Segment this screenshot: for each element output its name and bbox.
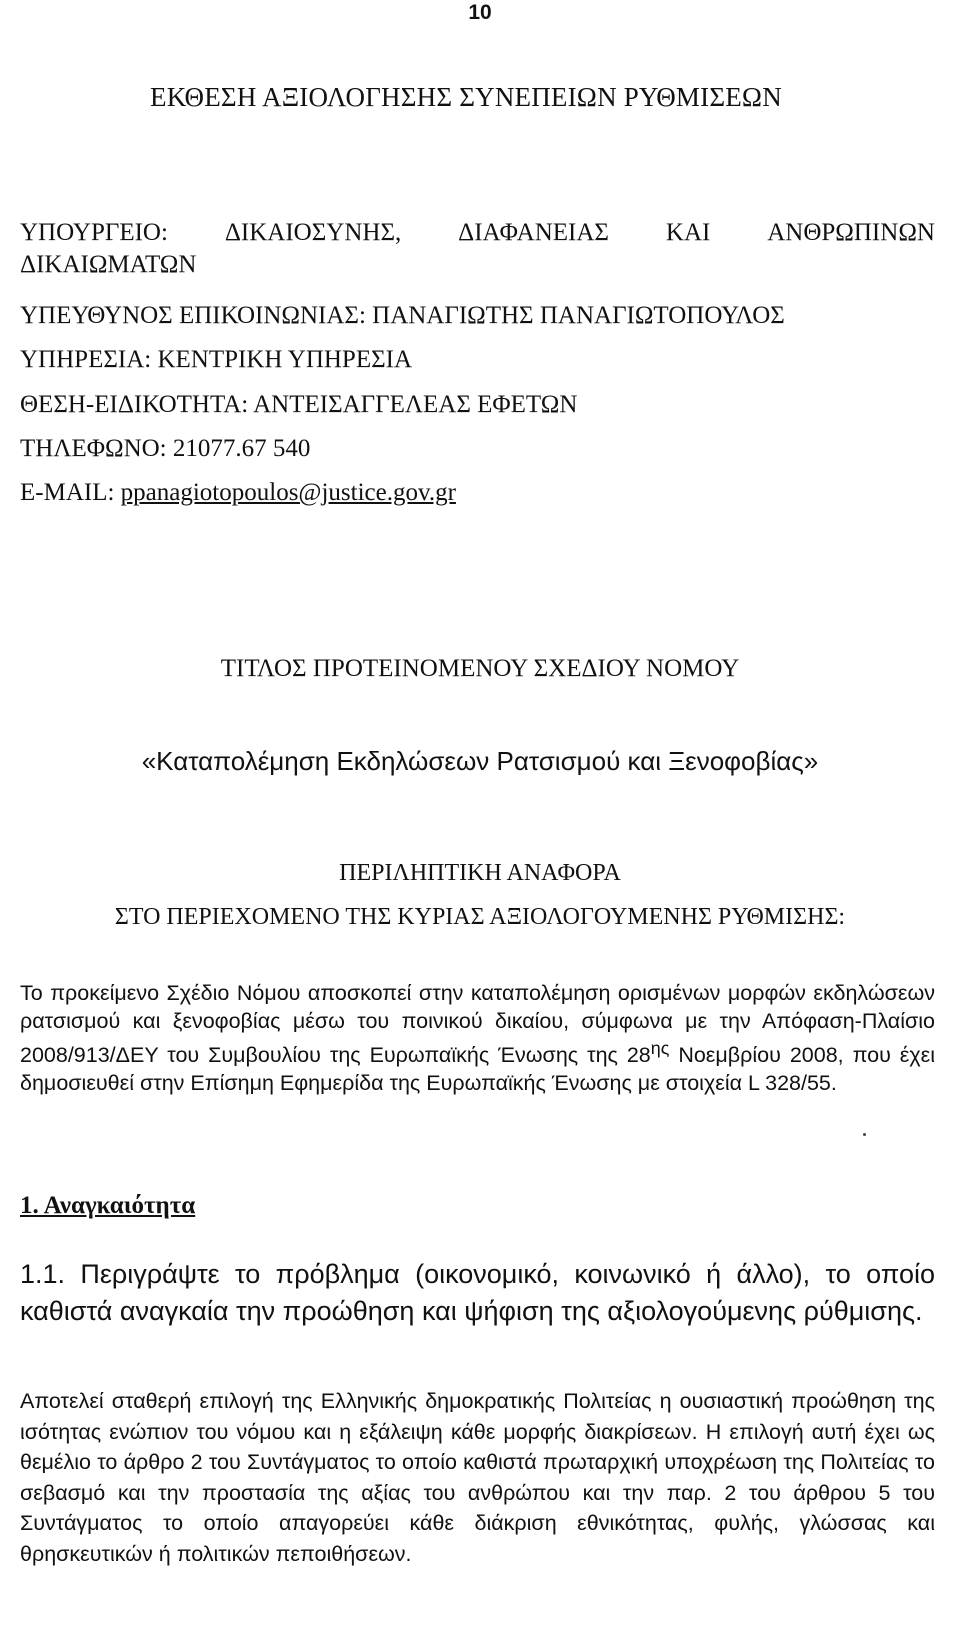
question-1-1: 1.1. Περιγράψτε το πρόβλημα (οικονομικό, κοινωνικό ή άλλο), το οποίο καθιστά αναγκαία την προώθηση και ψήφιση της αξιολογούμενης ρύθμισης.	[20, 1259, 935, 1326]
ministry-block	[20, 217, 935, 281]
summary-text-part-1: Το προκείμενο Σχέδιο Νόμου αποσκοπεί στην καταπολέμηση ορισμένων μορφών εκδηλώσεων ρατσισμού και ξενοφοβίας μέσω του ποινικού δικαίου, σύμφωνα με την Απόφαση-Πλαίσιο 2008/913/ΔΕΥ του Συμβουλίου της Ευρωπαϊκής Ένωσης της 28	[20, 981, 935, 1068]
ministry-line-2: ΔΙΚΑΙΩΜΑΤΩΝ	[20, 251, 197, 278]
stray-dot	[863, 1133, 866, 1136]
ministry-label: ΥΠΟΥΡΓΕΙΟ:	[20, 219, 168, 246]
email-label: E-MAIL:	[20, 479, 115, 506]
ministry-word-4: ΑΝΘΡΩΠΙΝΩΝ	[767, 219, 935, 246]
answer-paragraph: Αποτελεί σταθερή επιλογή της Ελληνικής δημοκρατικής Πολιτείας η ουσιαστική προώθηση της ισότητας ενώπιον του νόμου και η εξάλειψη κάθε μορφής διακρίσεων. Η επιλογή αυτή έχει ως θεμέλιο το άρθρο 2 του Συντάγματος το οποίο καθιστά πρωταρχική υποχρέωση της Πολιτείας το σεβασμό και την προστασία της αξίας του ανθρώπου και την παρ. 2 του άρθρου 5 του Συντάγματος το οποίο απαγορεύει κάθε διάκριση εθνικότητας, φυλής, γλώσσας και θρησκευτικών ή πολιτικών πεποιθήσεων.	[20, 1389, 935, 1566]
ministry-word-1: ΔΙΚΑΙΟΣΥΝΗΣ,	[224, 219, 402, 246]
service-line: ΥΠΗΡΕΣΙΑ: ΚΕΝΤΡΙΚΗ ΥΠΗΡΕΣΙΑ	[20, 346, 413, 373]
bill-heading: ΤΙΤΛΟΣ ΠΡΟΤΕΙΝΟΜΕΝΟΥ ΣΧΕΔΙΟΥ ΝΟΜΟΥ	[220, 655, 740, 682]
page-number: 10	[468, 1, 492, 24]
section-heading: 1. Αναγκαιότητα	[20, 1192, 196, 1219]
ministry-line-1	[20, 217, 935, 249]
email-link[interactable]: ppanagiotopoulos@justice.gov.gr	[120, 479, 456, 506]
ministry-word-2: ΔΙΑΦΑΝΕΙΑΣ	[458, 219, 609, 246]
summary-heading-line-2: ΣΤΟ ΠΕΡΙΕΧΟΜΕΝΟ ΤΗΣ ΚΥΡΙΑΣ ΑΞΙΟΛΟΓΟΥΜΕΝΗΣ ΡΥΘΜΙΣΗΣ:	[114, 904, 846, 930]
summary-text-part-2: Νοεμβρίου 2008, που έχει δημοσιευθεί στην Επίσημη Εφημερίδα της Ευρωπαϊκής Ένωσης με στοιχεία L 328/55.	[20, 1043, 936, 1095]
summary-heading-line-1: ΠΕΡΙΛΗΠΤΙΚΗ ΑΝΑΦΟΡΑ	[339, 860, 621, 886]
phone-line: ΤΗΛΕΦΩΝΟ: 21077.67 540	[20, 435, 311, 462]
summary-paragraph	[20, 980, 935, 1097]
ministry-word-3: ΚΑΙ	[665, 219, 711, 246]
bill-title: «Καταπολέμηση Εκδηλώσεων Ρατσισμού και Ξενοφοβίας»	[141, 746, 819, 776]
summary-heading	[0, 851, 960, 939]
report-title: ΕΚΘΕΣΗ ΑΞΙΟΛΟΓΗΣΗΣ ΣΥΝΕΠΕΙΩΝ ΡΥΘΜΙΣΕΩΝ	[150, 82, 782, 112]
position-line: ΘΕΣΗ-ΕΙΔΙΚΟΤΗΤΑ: ΑΝΤΕΙΣΑΓΓΕΛΕΑΣ ΕΦΕΤΩΝ	[20, 391, 578, 418]
email-line	[20, 477, 935, 509]
summary-superscript: ης	[650, 1038, 670, 1058]
contact-person: ΥΠΕΥΘΥΝΟΣ ΕΠΙΚΟΙΝΩΝΙΑΣ: ΠΑΝΑΓΙΩΤΗΣ ΠΑΝΑΓΙΩΤΟΠΟΥΛΟΣ	[20, 302, 785, 329]
